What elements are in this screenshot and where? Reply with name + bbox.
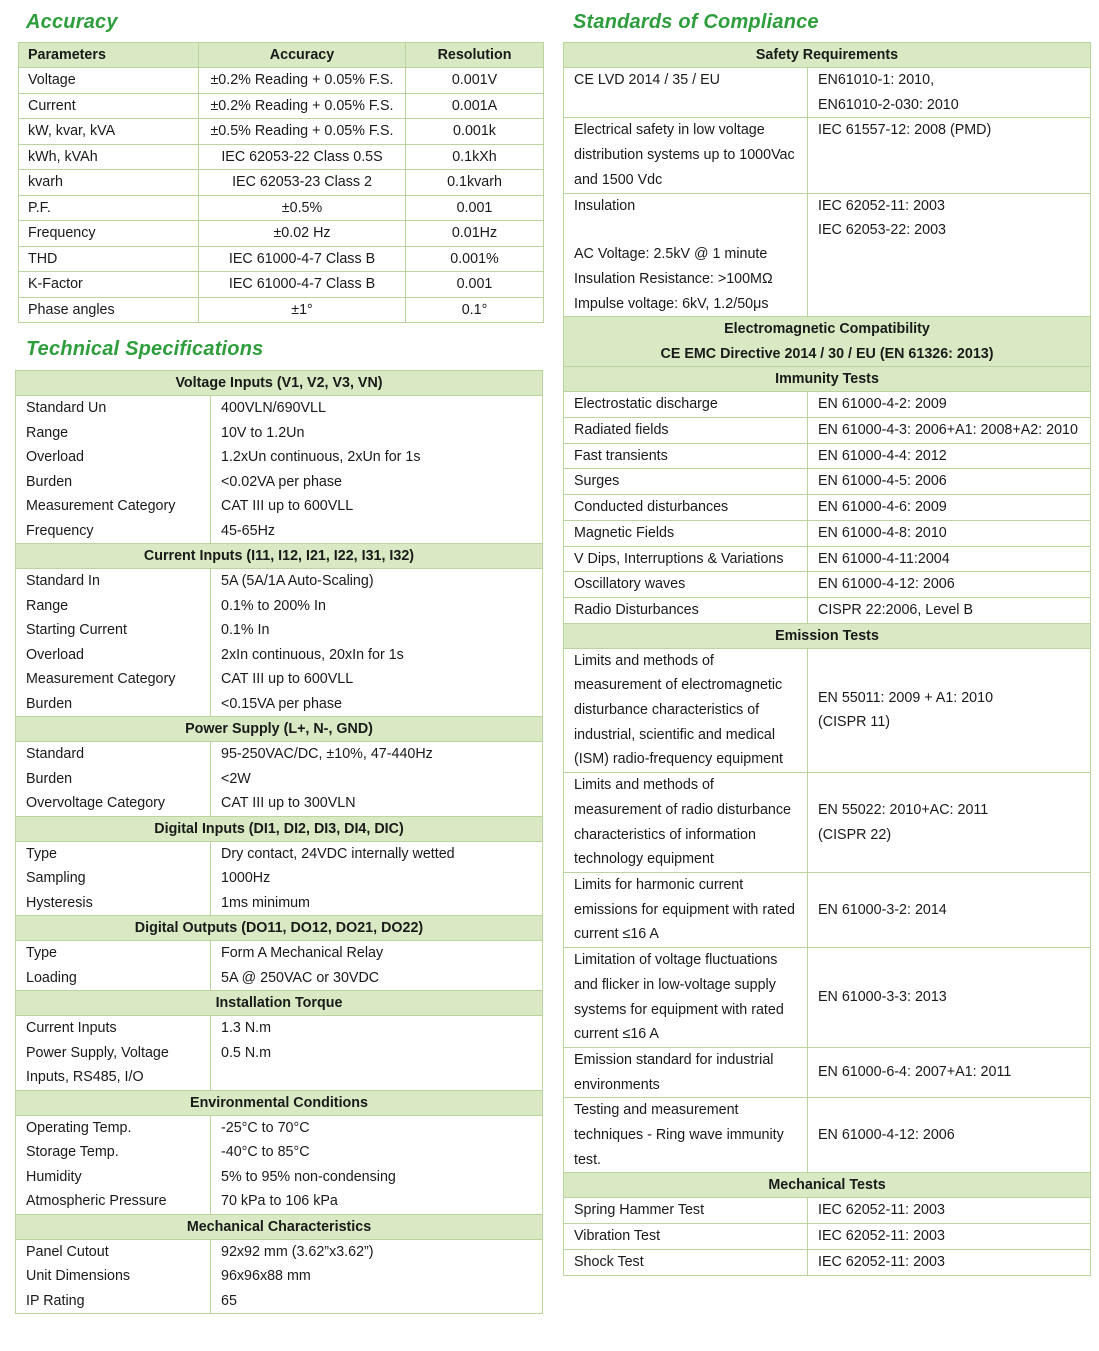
tech-section-header-row: [16, 544, 543, 569]
tech-spec-label: Standard Un: [16, 396, 211, 421]
standard-reference: IEC 62052-11: 2003: [808, 1198, 1091, 1224]
tech-section-header-row: [16, 1214, 543, 1239]
accuracy-resolution-cell: 0.1°: [406, 297, 544, 323]
tech-spec-row: [16, 445, 543, 470]
tech-spec-row: [16, 569, 543, 594]
accuracy-resolution-cell: 0.1kXh: [406, 144, 544, 170]
tech-spec-value: 0.1% In: [211, 618, 543, 643]
accuracy-resolution-cell: 0.001V: [406, 68, 544, 94]
immunity-row: [564, 572, 1091, 598]
accuracy-parameter-cell: Frequency: [19, 221, 199, 247]
tech-spec-label: Hysteresis: [16, 891, 211, 916]
standard-reference: IEC 62052-11: 2003: [808, 1224, 1091, 1250]
tech-spec-value: -40°C to 85°C: [211, 1140, 543, 1165]
tech-spec-label: Starting Current: [16, 618, 211, 643]
tech-spec-label: Overload: [16, 445, 211, 470]
tech-spec-value: CAT III up to 600VLL: [211, 667, 543, 692]
tech-spec-row: [16, 891, 543, 916]
tech-spec-value: 70 kPa to 106 kPa: [211, 1189, 543, 1214]
standard-description: Shock Test: [564, 1249, 808, 1275]
accuracy-resolution-cell: 0.001: [406, 272, 544, 298]
tech-spec-table: [15, 370, 543, 1314]
tech-spec-row: [16, 1289, 543, 1314]
tech-spec-row: [16, 692, 543, 717]
accuracy-row: [19, 144, 544, 170]
accuracy-value-cell: ±0.5% Reading + 0.05% F.S.: [199, 119, 406, 145]
accuracy-value-cell: ±1°: [199, 297, 406, 323]
tech-spec-label: Overload: [16, 643, 211, 668]
accuracy-row: [19, 195, 544, 221]
tech-spec-row: [16, 1115, 543, 1140]
emc-directive: CE EMC Directive 2014 / 30 / EU (EN 61326: 2013): [660, 345, 994, 362]
tech-spec-label: Sampling: [16, 866, 211, 891]
tech-section-header-row: [16, 916, 543, 941]
standard-reference: EN 61000-4-5: 2006: [808, 469, 1091, 495]
tech-section-header: Installation Torque: [16, 991, 543, 1016]
tech-section-header-row: [16, 717, 543, 742]
tech-spec-row: [16, 1041, 543, 1091]
standard-description: Spring Hammer Test: [564, 1198, 808, 1224]
tech-spec-label: Range: [16, 421, 211, 446]
tech-spec-row: [16, 1016, 543, 1041]
immunity-row: [564, 469, 1091, 495]
tech-spec-label: Operating Temp.: [16, 1115, 211, 1140]
standard-description: Electrostatic discharge: [564, 392, 808, 418]
tech-spec-value: 10V to 1.2Un: [211, 421, 543, 446]
accuracy-parameter-cell: Phase angles: [19, 297, 199, 323]
tech-spec-row: [16, 791, 543, 816]
tech-spec-value: 5% to 95% non-condensing: [211, 1165, 543, 1190]
emc-header: [564, 317, 1091, 367]
tech-section-header-row: [16, 991, 543, 1016]
standard-description: Limits and methods of measurement of radio disturbance characteristics of information technology equipment: [564, 773, 808, 873]
standard-description: Emission standard for industrial environments: [564, 1047, 808, 1097]
insulation-row: [564, 193, 1091, 317]
tech-spec-row: [16, 966, 543, 991]
accuracy-resolution-cell: 0.01Hz: [406, 221, 544, 247]
tech-spec-label: Range: [16, 594, 211, 619]
accuracy-header-row: [19, 43, 544, 68]
standard-reference: EN 61000-4-12: 2006: [808, 1098, 1091, 1173]
standard-reference: EN 61000-4-4: 2012: [808, 443, 1091, 469]
accuracy-resolution-cell: 0.001A: [406, 93, 544, 119]
standards-table: [563, 42, 1091, 1276]
immunity-row: [564, 495, 1091, 521]
tech-spec-value: <0.15VA per phase: [211, 692, 543, 717]
standard-description: Electrical safety in low voltage distribution systems up to 1000Vac and 1500 Vdc: [564, 118, 808, 193]
accuracy-table: [18, 42, 544, 323]
accuracy-parameter-cell: kvarh: [19, 170, 199, 196]
tech-spec-label: Unit Dimensions: [16, 1264, 211, 1289]
standard-reference: EN 55022: 2010+AC: 2011 (CISPR 22): [808, 773, 1091, 873]
accuracy-header-resolution: Resolution: [406, 43, 544, 68]
tech-spec-label: Power Supply, Voltage Inputs, RS485, I/O: [16, 1041, 211, 1091]
tech-spec-label: Overvoltage Category: [16, 791, 211, 816]
tech-spec-label: Panel Cutout: [16, 1239, 211, 1264]
mechanical-test-row: [564, 1198, 1091, 1224]
tech-spec-value: 65: [211, 1289, 543, 1314]
tech-spec-row: [16, 1189, 543, 1214]
standard-description: Radiated fields: [564, 418, 808, 444]
insulation-detail: Insulation Resistance: >100MΩ: [574, 270, 773, 287]
tech-section-header: Current Inputs (I11, I12, I21, I22, I31, I32): [16, 544, 543, 569]
tech-spec-label: Frequency: [16, 519, 211, 544]
tech-spec-row: [16, 396, 543, 421]
tech-spec-row: [16, 494, 543, 519]
standard-reference: EN 55011: 2009 + A1: 2010 (CISPR 11): [808, 648, 1091, 773]
accuracy-value-cell: IEC 61000-4-7 Class B: [199, 246, 406, 272]
tech-spec-label: Measurement Category: [16, 667, 211, 692]
emc-title: Electromagnetic Compatibility: [724, 321, 930, 338]
tech-spec-row: [16, 1239, 543, 1264]
tech-spec-value: <2W: [211, 767, 543, 792]
standard-description: Radio Disturbances: [564, 597, 808, 623]
standard-reference: EN 61000-4-2: 2009: [808, 392, 1091, 418]
immunity-row: [564, 418, 1091, 444]
emission-row: [564, 948, 1091, 1048]
tech-spec-label: IP Rating: [16, 1289, 211, 1314]
standard-reference: EN 61000-4-6: 2009: [808, 495, 1091, 521]
tech-spec-label: Current Inputs: [16, 1016, 211, 1041]
tech-spec-row: [16, 618, 543, 643]
immunity-row: [564, 392, 1091, 418]
insulation-detail: AC Voltage: 2.5kV @ 1 minute: [574, 246, 768, 263]
tech-spec-row: [16, 742, 543, 767]
tech-section-header: Environmental Conditions: [16, 1090, 543, 1115]
tech-section-header: Voltage Inputs (V1, V2, V3, VN): [16, 371, 543, 396]
accuracy-parameter-cell: THD: [19, 246, 199, 272]
standard-description: Magnetic Fields: [564, 520, 808, 546]
accuracy-title: Accuracy: [26, 11, 118, 33]
accuracy-parameter-cell: Current: [19, 93, 199, 119]
tech-title: Technical Specifications: [26, 338, 264, 360]
standard-reference: IEC 61557-12: 2008 (PMD): [808, 118, 1091, 193]
tech-spec-value: Form A Mechanical Relay: [211, 941, 543, 966]
standard-description: Fast transients: [564, 443, 808, 469]
tech-spec-value: 1ms minimum: [211, 891, 543, 916]
standards-title: Standards of Compliance: [573, 11, 819, 33]
accuracy-value-cell: ±0.02 Hz: [199, 221, 406, 247]
tech-section-header: Mechanical Characteristics: [16, 1214, 543, 1239]
tech-spec-row: [16, 767, 543, 792]
safety-row: [564, 118, 1091, 193]
standard-description: Testing and measurement techniques - Ring wave immunity test.: [564, 1098, 808, 1173]
insulation-label: Insulation: [574, 197, 636, 214]
accuracy-parameter-cell: kWh, kVAh: [19, 144, 199, 170]
tech-spec-value: 0.5 N.m: [211, 1041, 543, 1091]
tech-spec-value: 95-250VAC/DC, ±10%, 47-440Hz: [211, 742, 543, 767]
insulation-description: [564, 193, 808, 317]
accuracy-value-cell: IEC 62053-22 Class 0.5S: [199, 144, 406, 170]
tech-spec-label: Standard: [16, 742, 211, 767]
tech-spec-value: 1.3 N.m: [211, 1016, 543, 1041]
tech-spec-value: 400VLN/690VLL: [211, 396, 543, 421]
immunity-tests-header: Immunity Tests: [564, 367, 1091, 392]
standard-reference: EN 61000-4-12: 2006: [808, 572, 1091, 598]
accuracy-parameter-cell: Voltage: [19, 68, 199, 94]
tech-spec-label: Type: [16, 941, 211, 966]
standard-reference: EN 61000-4-8: 2010: [808, 520, 1091, 546]
emc-header-row: [564, 317, 1091, 367]
standard-reference: EN 61000-4-11:2004: [808, 546, 1091, 572]
insulation-standards: IEC 62052-11: 2003 IEC 62053-22: 2003: [808, 193, 1091, 317]
tech-spec-value: 92x92 mm (3.62”x3.62”): [211, 1239, 543, 1264]
tech-spec-row: [16, 866, 543, 891]
tech-spec-row: [16, 941, 543, 966]
tech-spec-row: [16, 1165, 543, 1190]
mechanical-tests-header-row: [564, 1173, 1091, 1198]
accuracy-resolution-cell: 0.001: [406, 195, 544, 221]
accuracy-resolution-cell: 0.001%: [406, 246, 544, 272]
standard-description: Limits and methods of measurement of electromagnetic disturbance characteristics of industrial, scientific and medical (ISM) radio-frequency equipment: [564, 648, 808, 773]
tech-spec-label: Measurement Category: [16, 494, 211, 519]
accuracy-value-cell: ±0.2% Reading + 0.05% F.S.: [199, 68, 406, 94]
accuracy-row: [19, 68, 544, 94]
tech-spec-value: 45-65Hz: [211, 519, 543, 544]
immunity-row: [564, 546, 1091, 572]
safety-requirements-header-row: [564, 43, 1091, 68]
accuracy-parameter-cell: kW, kvar, kVA: [19, 119, 199, 145]
standard-reference: EN 61000-3-3: 2013: [808, 948, 1091, 1048]
accuracy-header-parameters: Parameters: [19, 43, 199, 68]
tech-spec-value: 0.1% to 200% In: [211, 594, 543, 619]
tech-spec-value: 5A @ 250VAC or 30VDC: [211, 966, 543, 991]
emission-tests-header-row: [564, 623, 1091, 648]
tech-spec-label: Burden: [16, 692, 211, 717]
insulation-spacer: [574, 218, 798, 242]
tech-spec-row: [16, 1264, 543, 1289]
tech-spec-value: -25°C to 70°C: [211, 1115, 543, 1140]
immunity-tests-header-row: [564, 367, 1091, 392]
standard-description: Vibration Test: [564, 1224, 808, 1250]
tech-spec-row: [16, 519, 543, 544]
tech-spec-value: CAT III up to 600VLL: [211, 494, 543, 519]
safety-requirements-header: Safety Requirements: [564, 43, 1091, 68]
tech-section-header-row: [16, 371, 543, 396]
tech-spec-value: 1.2xUn continuous, 2xUn for 1s: [211, 445, 543, 470]
tech-spec-label: Atmospheric Pressure: [16, 1189, 211, 1214]
tech-spec-label: Standard In: [16, 569, 211, 594]
accuracy-row: [19, 272, 544, 298]
emission-row: [564, 1098, 1091, 1173]
accuracy-row: [19, 246, 544, 272]
accuracy-header-accuracy: Accuracy: [199, 43, 406, 68]
standard-description: Oscillatory waves: [564, 572, 808, 598]
tech-spec-row: [16, 1140, 543, 1165]
emission-row: [564, 773, 1091, 873]
standard-description: Limits for harmonic current emissions for equipment with rated current ≤16 A: [564, 872, 808, 947]
tech-spec-row: [16, 841, 543, 866]
accuracy-value-cell: IEC 62053-23 Class 2: [199, 170, 406, 196]
accuracy-row: [19, 297, 544, 323]
standard-reference: EN 61000-6-4: 2007+A1: 2011: [808, 1047, 1091, 1097]
standard-description: CE LVD 2014 / 35 / EU: [564, 68, 808, 118]
accuracy-row: [19, 170, 544, 196]
standard-reference: EN61010-1: 2010, EN61010-2-030: 2010: [808, 68, 1091, 118]
tech-spec-label: Type: [16, 841, 211, 866]
tech-spec-value: 5A (5A/1A Auto-Scaling): [211, 569, 543, 594]
mechanical-tests-header: Mechanical Tests: [564, 1173, 1091, 1198]
accuracy-row: [19, 221, 544, 247]
standard-description: V Dips, Interruptions & Variations: [564, 546, 808, 572]
tech-spec-row: [16, 643, 543, 668]
tech-spec-value: 2xIn continuous, 20xIn for 1s: [211, 643, 543, 668]
mechanical-test-row: [564, 1249, 1091, 1275]
accuracy-resolution-cell: 0.001k: [406, 119, 544, 145]
tech-spec-row: [16, 421, 543, 446]
standard-reference: EN 61000-3-2: 2014: [808, 872, 1091, 947]
tech-spec-label: Burden: [16, 767, 211, 792]
immunity-row: [564, 597, 1091, 623]
tech-spec-value: Dry contact, 24VDC internally wetted: [211, 841, 543, 866]
tech-section-header: Digital Outputs (DO11, DO12, DO21, DO22): [16, 916, 543, 941]
immunity-row: [564, 520, 1091, 546]
standard-description: Conducted disturbances: [564, 495, 808, 521]
emission-row: [564, 872, 1091, 947]
tech-spec-value: 96x96x88 mm: [211, 1264, 543, 1289]
standard-reference: CISPR 22:2006, Level B: [808, 597, 1091, 623]
emission-row: [564, 648, 1091, 773]
tech-spec-label: Burden: [16, 470, 211, 495]
tech-spec-value: <0.02VA per phase: [211, 470, 543, 495]
tech-spec-row: [16, 470, 543, 495]
tech-spec-label: Humidity: [16, 1165, 211, 1190]
accuracy-row: [19, 119, 544, 145]
accuracy-row: [19, 93, 544, 119]
standard-reference: IEC 62052-11: 2003: [808, 1249, 1091, 1275]
tech-spec-label: Loading: [16, 966, 211, 991]
insulation-detail: Impulse voltage: 6kV, 1.2/50μs: [574, 295, 769, 312]
tech-spec-row: [16, 594, 543, 619]
immunity-row: [564, 443, 1091, 469]
standard-description: Limitation of voltage fluctuations and flicker in low-voltage supply systems for equipment with rated current ≤16 A: [564, 948, 808, 1048]
accuracy-parameter-cell: K-Factor: [19, 272, 199, 298]
emission-tests-header: Emission Tests: [564, 623, 1091, 648]
accuracy-value-cell: ±0.2% Reading + 0.05% F.S.: [199, 93, 406, 119]
tech-spec-row: [16, 667, 543, 692]
standard-description: Surges: [564, 469, 808, 495]
tech-section-header-row: [16, 1090, 543, 1115]
emission-row: [564, 1047, 1091, 1097]
accuracy-value-cell: ±0.5%: [199, 195, 406, 221]
tech-section-header: Power Supply (L+, N-, GND): [16, 717, 543, 742]
tech-section-header-row: [16, 816, 543, 841]
accuracy-resolution-cell: 0.1kvarh: [406, 170, 544, 196]
safety-row: [564, 68, 1091, 118]
tech-section-header: Digital Inputs (DI1, DI2, DI3, DI4, DIC): [16, 816, 543, 841]
tech-spec-label: Storage Temp.: [16, 1140, 211, 1165]
standard-reference: EN 61000-4-3: 2006+A1: 2008+A2: 2010: [808, 418, 1091, 444]
tech-spec-value: 1000Hz: [211, 866, 543, 891]
accuracy-parameter-cell: P.F.: [19, 195, 199, 221]
accuracy-value-cell: IEC 61000-4-7 Class B: [199, 272, 406, 298]
tech-spec-value: CAT III up to 300VLN: [211, 791, 543, 816]
mechanical-test-row: [564, 1224, 1091, 1250]
